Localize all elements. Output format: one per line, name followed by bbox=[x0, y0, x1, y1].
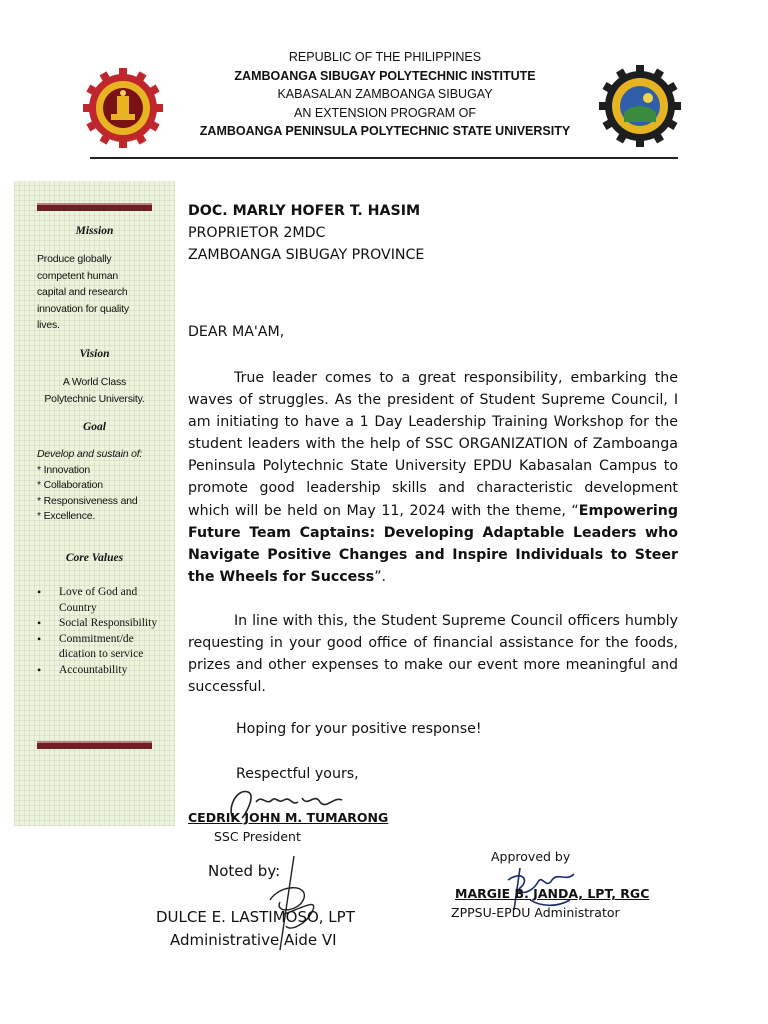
approved-by-label: Approved by bbox=[491, 849, 571, 864]
approver-name: MARGIE B. JANDA, LPT, RGC bbox=[455, 886, 650, 901]
list-item: • Commitment/de dication to service bbox=[37, 632, 172, 663]
salutation: DEAR MA'AM, bbox=[188, 324, 285, 340]
sidebar-top-bar bbox=[37, 203, 152, 211]
letterhead bbox=[150, 48, 620, 141]
header-line-location: KABASALAN ZAMBOANGA SIBUGAY bbox=[277, 87, 493, 101]
header-line-republic: REPUBLIC OF THE PHILIPPINES bbox=[288, 50, 482, 64]
sidebar-bottom-bar bbox=[37, 741, 152, 749]
goal-title: Goal bbox=[83, 421, 106, 433]
header-divider bbox=[90, 157, 678, 159]
goal-text: Develop and sustain of: * Innovation * Collaboration * Responsiveness and * Excellence. bbox=[37, 448, 143, 522]
list-item: • Social Responsibility bbox=[37, 616, 172, 632]
recipient-title: PROPRIETOR 2MDC bbox=[188, 225, 326, 241]
list-item: • Accountability bbox=[37, 663, 172, 679]
event-theme: Empowering Future Team Captains: Developing Adaptable Leaders who Navigate Positive Changes and Inspire Individuals to Steer the Wheels for Success bbox=[188, 502, 678, 585]
sender-title: SSC President bbox=[214, 829, 301, 844]
letter-paragraph-1: True leader comes to a great responsibility, embarking the waves of struggles. As the president of Student Supreme Council, I am initiating to have a 1 Day Leadership Training Workshop for the student leaders with the help of SSC ORGANIZATION of Zamboanga Peninsula Polytechnic State University EPDU Kabasalan Campus to promote good leadership skills and characteristic development which will be held on May 11, 2024 with the theme, “Empowering Future Team Captains: Developing Adaptable Leaders who Navigate Positive Changes and Inspire Individuals to Steer the Wheels for Success”. bbox=[188, 370, 678, 585]
sidebar-panel bbox=[14, 181, 175, 826]
closing-line: Respectful yours, bbox=[236, 766, 359, 782]
noted-name: DULCE E. LASTIMOSO, LPT bbox=[156, 908, 355, 926]
right-logo bbox=[598, 64, 682, 153]
sender-name: CEDRIK JOHN M. TUMARONG bbox=[188, 810, 389, 825]
header-line-extension: AN EXTENSION PROGRAM OF bbox=[294, 105, 476, 120]
vision-text: A World Class Polytechnic University. bbox=[44, 376, 145, 405]
recipient-block bbox=[188, 200, 424, 266]
noted-title: Administrative Aide VI bbox=[170, 931, 337, 949]
letter-paragraph-2: In line with this, the Student Supreme Council officers humbly requesting in your good office of financial assistance for the foods, prizes and other expenses to make our event more meaningful and successful. bbox=[188, 613, 678, 696]
header-line-institute: ZAMBOANGA SIBUGAY POLYTECHNIC INSTITUTE bbox=[234, 68, 536, 83]
recipient-place: ZAMBOANGA SIBUGAY PROVINCE bbox=[188, 247, 425, 263]
recipient-name: DOC. MARLY HOFER T. HASIM bbox=[188, 203, 421, 219]
hoping-line: Hoping for your positive response! bbox=[236, 721, 482, 737]
mission-title: Mission bbox=[75, 225, 114, 237]
list-item: • Love of God and Country bbox=[37, 585, 172, 616]
header-line-university: ZAMBOANGA PENINSULA POLYTECHNIC STATE UNIVERSITY bbox=[199, 124, 571, 138]
approver-title: ZPPSU-EPDU Administrator bbox=[451, 905, 620, 920]
noted-by-label: Noted by: bbox=[208, 862, 281, 880]
core-values-list bbox=[37, 585, 172, 678]
mission-text: Produce globally competent human capital and research innovation for quality lives. bbox=[37, 253, 129, 331]
vision-title: Vision bbox=[79, 348, 110, 360]
core-values-title: Core Values bbox=[65, 552, 124, 564]
